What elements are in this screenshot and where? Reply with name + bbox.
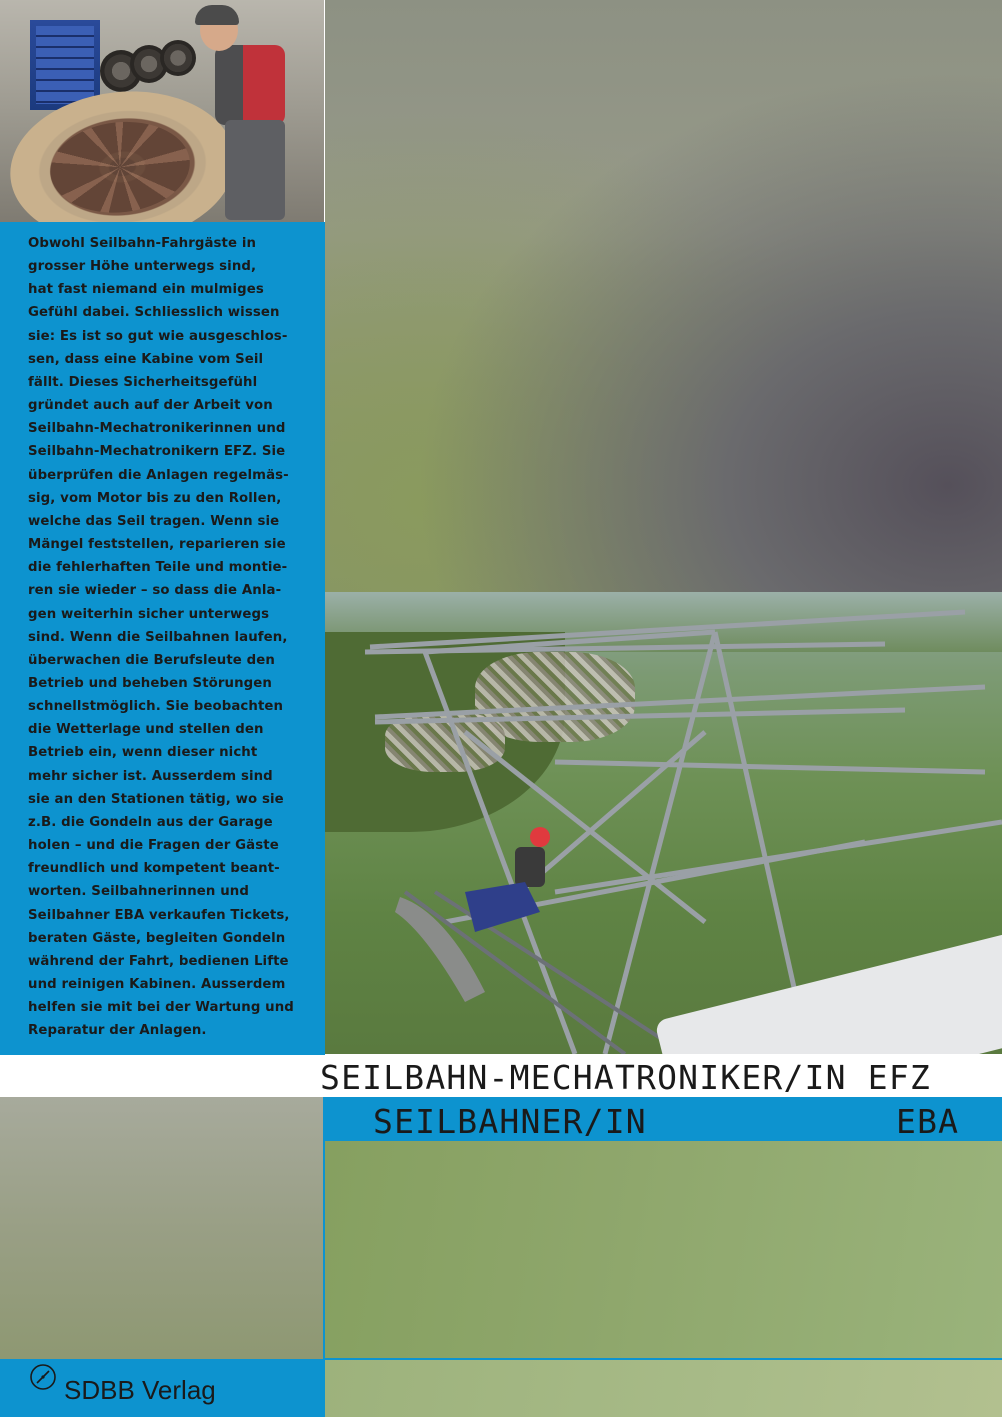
photo-mechatronic-wheel bbox=[0, 0, 324, 222]
footer-gradient bbox=[325, 1360, 1002, 1417]
mechanic-figure bbox=[195, 5, 305, 222]
tire bbox=[160, 40, 196, 76]
bottom-right-gradient bbox=[325, 1141, 1002, 1359]
title-secondary: SEILBAHNER/IN bbox=[373, 1102, 647, 1141]
photo-cable-car-tower bbox=[325, 592, 1002, 1054]
publisher-name: SDBB Verlag bbox=[64, 1375, 216, 1405]
title-secondary-suffix: EBA bbox=[896, 1102, 960, 1141]
intro-text: Obwohl Seilbahn-Fahrgäste in grosser Höhe unterwegs sind, hat fast niemand ein mulmiges Gefühl dabei. Schliesslich wissen sie: Es ist so gut wie ausgeschlos- sen, dass eine Kabine vom Seil fällt. Dieses Sicherheitsgefühl gründet auch auf der Arbeit von Seilbahn-Mechatronikerinnen und Seilbahn-Mechatronikern EFZ. Sie überprüfen die Anlagen regelmäs- sig, vom Motor bis zu den Rollen, welche das Seil tragen. Wenn sie Mängel feststellen, reparieren sie die fehlerhaften Teile und montie- ren sie wieder – so dass die Anla- gen weiterhin sicher unterwegs sind. Wenn die Seilbahnen laufen, überwachen die Berufsleute den Betrieb und beheben Störungen schnellstmöglich. Sie beobachten die Wetterlage und stellen den Betrieb ein, wenn dieser nicht mehr sicher ist. Ausserdem sind sie an den Stationen tätig, wo sie z.B. die Gondeln aus der Garage holen – und die Fragen der Gäste freundlich und kompetent beant- worten. Seilbahnerinnen und Seilbahner EBA verkaufen Tickets, beraten Gäste, begleiten Gondeln während der Fahrt, bedienen Lifte und reinigen Kabinen. Ausserdem helfen sie mit bei der Wartung und Reparatur der Anlagen. bbox=[28, 236, 294, 1039]
top-gradient-background bbox=[325, 0, 1002, 592]
title-primary: SEILBAHN-MECHATRONIKER/IN EFZ bbox=[320, 1058, 931, 1097]
compass-icon bbox=[29, 1363, 57, 1391]
bottom-left-gradient bbox=[0, 1097, 323, 1359]
